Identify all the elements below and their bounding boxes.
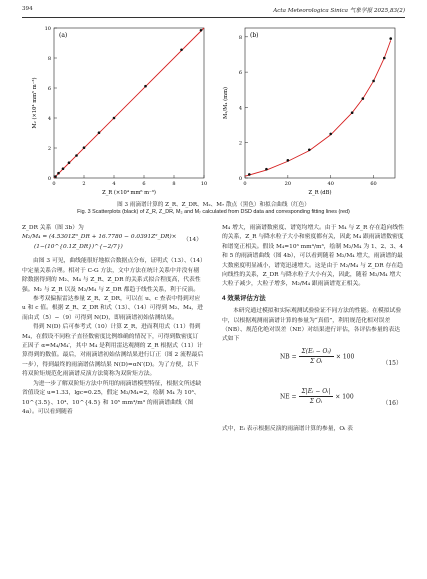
data-point — [57, 172, 60, 175]
equation-line: M₂/M₄ = (4.5301Z³_DR + 16.7780 − 0.0391Z²_DR)× — [22, 234, 177, 241]
data-point — [75, 154, 78, 157]
equation-lhs: NB = — [280, 353, 297, 361]
journal-name: Acta Meteorologica Sinica 气象学报 2025,83(2) — [273, 8, 405, 14]
denominator: Σ Oᵢ — [309, 398, 323, 406]
x-tick-label: 60 — [370, 181, 377, 187]
data-point — [308, 148, 311, 151]
data-point — [265, 168, 268, 171]
running-header — [22, 6, 405, 16]
equation-16 — [222, 385, 404, 425]
y-axis-label: M₂ (×10⁴ mm⁵ m⁻³) — [32, 77, 38, 129]
y-tick-label: 0 — [238, 176, 242, 182]
x-tick-label: 20 — [284, 181, 292, 187]
figure-panel-a — [24, 22, 209, 197]
x-axis-label: Z_R (×10⁴ mm⁶ m⁻³) — [102, 190, 156, 196]
y-tick-label: 10 — [44, 26, 51, 32]
section-heading: 4 效果评估方法 — [222, 294, 266, 302]
x-tick-label: 0 — [243, 181, 247, 187]
data-point — [98, 131, 101, 134]
x-tick-label: 8 — [172, 181, 176, 187]
data-point — [389, 37, 392, 40]
page-number: 394 — [22, 6, 33, 12]
x-tick-label: 6 — [142, 181, 146, 187]
y-tick-label: 6 — [238, 70, 242, 77]
data-point — [248, 173, 251, 176]
x-tick-label: 10 — [200, 181, 208, 187]
equation-lhs: NE = — [280, 393, 297, 401]
numerator: Σ|Eᵢ − Oᵢ| — [299, 387, 334, 397]
y-axis-label: M₂/M₄ (mm) — [223, 86, 229, 120]
data-point — [362, 97, 365, 100]
paragraph: M₄ 增大，雨滴谱数密度、谱宽均增大。由于 M₄ 与 Z_R 存在趋向线性的关系，Z_R 与降水粒子大小和密度都有关，因此 M₄ 跟雨滴谱数密度和谱宽正相关。假设 M₄=10³ mm⁴/m³，绘制 M₂/M₄ 为 1、2、3、4 和 5 的雨滴谱曲线（图 4b），可以看到随着 M₂/M₄ 增大，雨滴谱的最大数密度明显减小，谱宽迅速增大。这是由于 M₂/M₄ 与 Z_DR 存在趋向线性的关系，Z_DR 与降水粒子大小有关，因此，随着 M₂/M₄ 增大大粒子减少，大粒子增多，M₂/M₄ 跟雨滴谱宽正相关。 — [222, 225, 404, 288]
y-tick-label: 6 — [47, 86, 51, 92]
x-tick-label: 40 — [327, 181, 334, 187]
left-column — [22, 224, 204, 417]
panel-tag: (b) — [250, 32, 259, 39]
equation-number: （16） — [382, 399, 402, 407]
chart-b — [215, 22, 400, 197]
data-point — [287, 159, 290, 162]
y-tick-label: 2 — [238, 140, 242, 147]
figure-panel-b — [215, 22, 400, 197]
equation-tail: × 100 — [335, 353, 355, 361]
y-tick-label: 4 — [47, 116, 51, 122]
paragraph: 式中，Eᵢ 表示根据反演的雨滴谱计算的参量，Oᵢ 表 — [222, 425, 353, 432]
data-point — [83, 146, 86, 149]
header-rule — [22, 17, 405, 18]
y-tick-label: 8 — [47, 56, 51, 62]
x-tick-label: 0 — [52, 181, 56, 187]
x-axis-label: Z_R (dB) — [308, 190, 332, 196]
equation-tail: × 100 — [335, 393, 354, 401]
numerator: Σ(Eᵢ − Oᵢ) — [299, 347, 334, 357]
equation-fraction — [299, 347, 334, 367]
plot-frame — [245, 28, 395, 178]
figure-caption-en: Fig. 3 Scatterplots (black) of Z_R, Z_DR, M₂ and M₇ calculated from DSD data and corresponding fitting lines (red) — [77, 209, 350, 215]
paragraph: 参考双偏振雷达参量 Z_R、Z_DR，可以在 u、c 查表中得到对应 u 和 c 值。根据 Z_R、Z_DR 和式（13）、（14）可得到 M₂、M₄，进而由式（5）−（9）可得到 N(D)，即雨滴谱初始估测结果。 — [22, 296, 203, 321]
paragraph: 得到 N(D) 后可参考式（10）计算 Z_R，进而利用式（11）得到 M₄，在假设不同粒子直径数密度比例维确的情况下，可得到数密度订正因子 α=M₄/M₄′，其中 M₄ 是利用雷达观测的 Z_R 根据式（11）计算得到的数值。最后，对雨滴谱初始估测结果进行订正（图 2 流程最后一步），得到最终的雨滴谱估测结果 N(D)=αN′(D)。为了方便，以下将双阶矩规范化雨滴谱反演方法简称为双阶矩方法。 — [22, 324, 204, 378]
right-column — [222, 224, 404, 434]
data-point — [144, 85, 147, 88]
data-point — [54, 175, 57, 178]
data-point — [180, 48, 183, 51]
equation-number: （14） — [183, 237, 202, 244]
chart-a — [24, 22, 209, 197]
data-point — [372, 80, 375, 83]
equation-fraction — [299, 387, 334, 407]
equation-line: (1−(10^{0.1Z_DR})^{−2/7}) — [34, 243, 123, 250]
equation-number: （15） — [382, 359, 402, 367]
data-point — [383, 57, 386, 60]
paragraph: 由图 3 可见，曲线能很好地拟合数据点分布，证明式（13）、（14）中定量关系合理。相对于 C-G 方法，文中方法在统计关系中并没有剔除数据得到的 M₂、M₄ 与 Z_R、Z_DR 的关系式拟合程度高，代表性强。M₂ 与 Z_R 以及 M₂/M₄ 与 Z_DR 都趋于线性关系，利于反演。 — [22, 258, 203, 293]
x-tick-label: 2 — [82, 181, 86, 187]
fit-line — [245, 40, 391, 176]
data-point — [200, 29, 203, 32]
paragraph: 本研究通过模拟和实际观测试验验证不同方法的性能。在模拟试验中，以根据观测雨滴谱计算的参量为“真值”，利用规范化相对误差（NB）、规范化绝对误差（NE）对结果进行评估，各评估参量的表达式如下 — [222, 308, 402, 343]
paragraph: 为进一步了解双阶矩方法中所用的雨滴谱模型特征，根据文所述缺省值设定 u=1.33，lgc=0.25，假定 M₂/M₄=2，绘制 M₄ 为 10³、10^{3.5}、10⁴、10^{4.5} 和 10⁵ mm⁴/m³ 的雨滴谱曲线（图 4a）。可以看到随着 — [22, 380, 202, 415]
data-point — [351, 111, 354, 114]
x-tick-label: 4 — [112, 181, 116, 187]
equation-14 — [22, 233, 204, 253]
data-point — [62, 167, 65, 170]
paragraph: Z_DR 关系（图 3b）为 — [22, 225, 84, 231]
y-tick-label: 0 — [47, 176, 51, 182]
data-point — [113, 117, 116, 120]
y-tick-label: 8 — [238, 34, 242, 41]
y-tick-label: 2 — [47, 146, 51, 152]
figure-caption-cn: 图 3 雨滴谱计算的 Z_R、Z_DR、M₂、M₇ 散点（黑色）和拟合曲线（红色） — [117, 202, 310, 208]
y-tick-label: 4 — [238, 105, 242, 112]
denominator: Σ Oᵢ — [310, 358, 323, 366]
panel-tag: (a) — [59, 32, 68, 39]
data-point — [329, 133, 332, 136]
data-point — [68, 161, 71, 164]
equation-15 — [222, 345, 404, 385]
